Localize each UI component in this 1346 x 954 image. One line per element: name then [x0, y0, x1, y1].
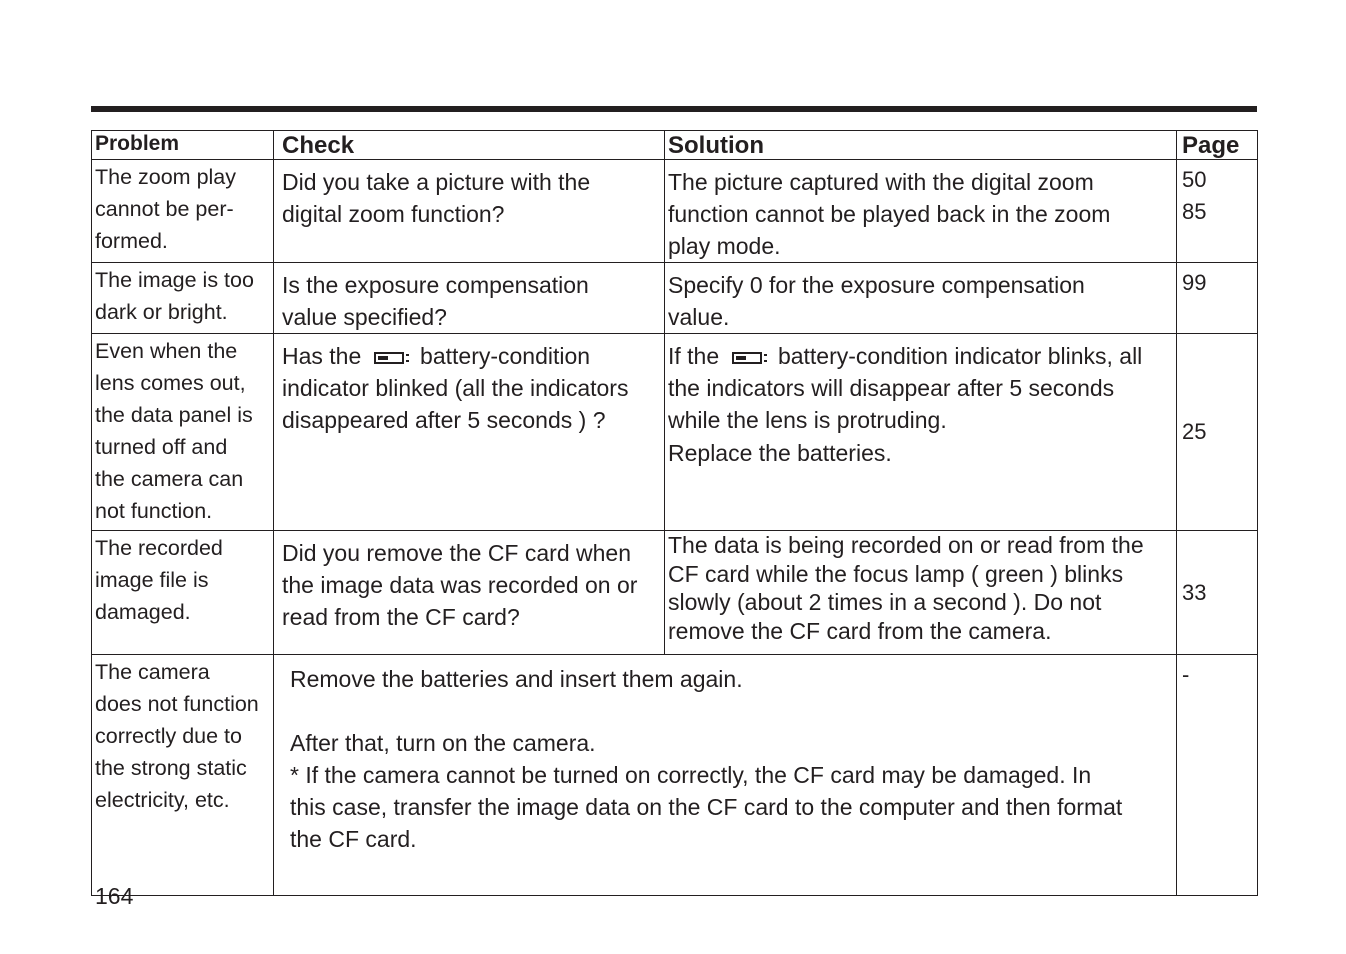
page-ref: 85	[1182, 199, 1207, 224]
problem-line: dark or bright.	[95, 300, 228, 324]
problem-line: turned off and	[95, 435, 228, 459]
battery-low-icon	[374, 352, 404, 364]
problem-line: The image is too	[95, 268, 254, 292]
page-cell	[1177, 263, 1258, 334]
top-rule	[91, 106, 1257, 112]
table-row	[92, 160, 1258, 263]
table-header-row	[92, 131, 1258, 160]
table-row	[92, 334, 1258, 531]
check-line: Did you take a picture with the	[282, 169, 591, 195]
page-ref: 99	[1182, 270, 1207, 295]
note-line: this case, transfer the image data on the CF card to the computer and then format	[290, 794, 1123, 820]
solution-line-with-icon	[668, 340, 1170, 372]
check-line: Is the exposure compensation	[282, 272, 589, 298]
check-line: Did you remove the CF card when	[282, 540, 631, 566]
solution-line: value.	[668, 304, 730, 330]
solution-line: CF card while the focus lamp ( green ) blinks	[668, 560, 1124, 587]
solution-line: slowly (about 2 times in a second ). Do not	[668, 589, 1102, 615]
table-row	[92, 263, 1258, 334]
solution-line: Replace the batteries.	[668, 440, 892, 466]
check-line: digital zoom function?	[282, 201, 505, 227]
page-cell	[1177, 160, 1258, 263]
page-ref: -	[1182, 662, 1190, 687]
troubleshooting-table	[91, 130, 1258, 896]
problem-line: The recorded	[95, 536, 223, 560]
header-problem: Problem	[92, 131, 274, 160]
problem-line: the camera can	[95, 467, 244, 491]
solution-line: The picture captured with the digital zoom	[668, 169, 1094, 195]
problem-line: the data panel is	[95, 403, 253, 427]
problem-cell	[92, 531, 274, 655]
check-line-with-icon	[282, 340, 658, 372]
page-cell	[1177, 531, 1258, 655]
solution-cell	[665, 263, 1177, 334]
problem-line: does not function	[95, 692, 259, 716]
problem-line: electricity, etc.	[95, 788, 230, 812]
check-cell	[274, 334, 665, 531]
check-cell	[274, 160, 665, 263]
problem-line: the strong static	[95, 756, 247, 780]
table-row	[92, 655, 1258, 896]
check-line: value specified?	[282, 304, 447, 330]
page-cell	[1177, 334, 1258, 531]
page-cell	[1177, 655, 1258, 896]
problem-line: formed.	[95, 229, 168, 253]
check-line: indicator blinked (all the indicators	[282, 375, 629, 401]
solution-line: The data is being recorded on or read from the	[668, 532, 1144, 558]
combined-solution-cell	[274, 655, 1177, 896]
table-row	[92, 531, 1258, 655]
solution-line: After that, turn on the camera.	[290, 730, 596, 756]
problem-line: damaged.	[95, 600, 191, 624]
solution-before-icon: If the	[668, 343, 720, 369]
check-after-icon: battery-condition	[420, 343, 591, 369]
check-cell	[274, 263, 665, 334]
problem-line: Even when the	[95, 339, 238, 363]
problem-line: lens comes out,	[95, 371, 246, 395]
solution-cell	[665, 531, 1177, 655]
solution-line: the indicators will disappear after 5 seconds	[668, 375, 1115, 401]
check-line: read from the CF card?	[282, 604, 520, 630]
solution-line: function cannot be played back in the zoom	[668, 201, 1111, 227]
check-cell	[274, 531, 665, 655]
paragraph-gap	[290, 695, 1166, 727]
solution-line: Remove the batteries and insert them again.	[290, 666, 743, 692]
header-solution: Solution	[665, 131, 1177, 160]
problem-cell	[92, 160, 274, 263]
solution-line: while the lens is protruding.	[668, 407, 947, 433]
check-line: the image data was recorded on or	[282, 572, 638, 598]
header-check: Check	[274, 131, 665, 160]
page-ref: 50	[1182, 167, 1207, 192]
note-line: the CF card.	[290, 826, 417, 852]
check-before-icon: Has the	[282, 343, 362, 369]
problem-line: correctly due to	[95, 724, 242, 748]
solution-cell	[665, 160, 1177, 263]
page-number: 164	[95, 883, 134, 909]
problem-line: image file is	[95, 568, 209, 592]
problem-line: The camera	[95, 660, 210, 684]
problem-line: not function.	[95, 499, 213, 523]
page-ref: 25	[1182, 419, 1207, 444]
problem-cell	[92, 263, 274, 334]
problem-line: The zoom play	[95, 165, 237, 189]
solution-cell	[665, 334, 1177, 531]
solution-line: Specify 0 for the exposure compensation	[668, 272, 1085, 298]
battery-low-icon	[732, 352, 762, 364]
problem-line: cannot be per-	[95, 197, 234, 221]
problem-cell	[92, 655, 274, 896]
header-page: Page	[1177, 131, 1258, 160]
solution-after-icon: battery-condition indicator blinks, all	[777, 343, 1143, 369]
solution-line: play mode.	[668, 233, 781, 259]
check-line: disappeared after 5 seconds ) ?	[282, 407, 606, 433]
note-line: * If the camera cannot be turned on correctly, the CF card may be damaged. In	[290, 762, 1092, 788]
solution-line: remove the CF card from the camera.	[668, 617, 1052, 644]
page-ref: 33	[1182, 579, 1207, 605]
problem-cell	[92, 334, 274, 531]
